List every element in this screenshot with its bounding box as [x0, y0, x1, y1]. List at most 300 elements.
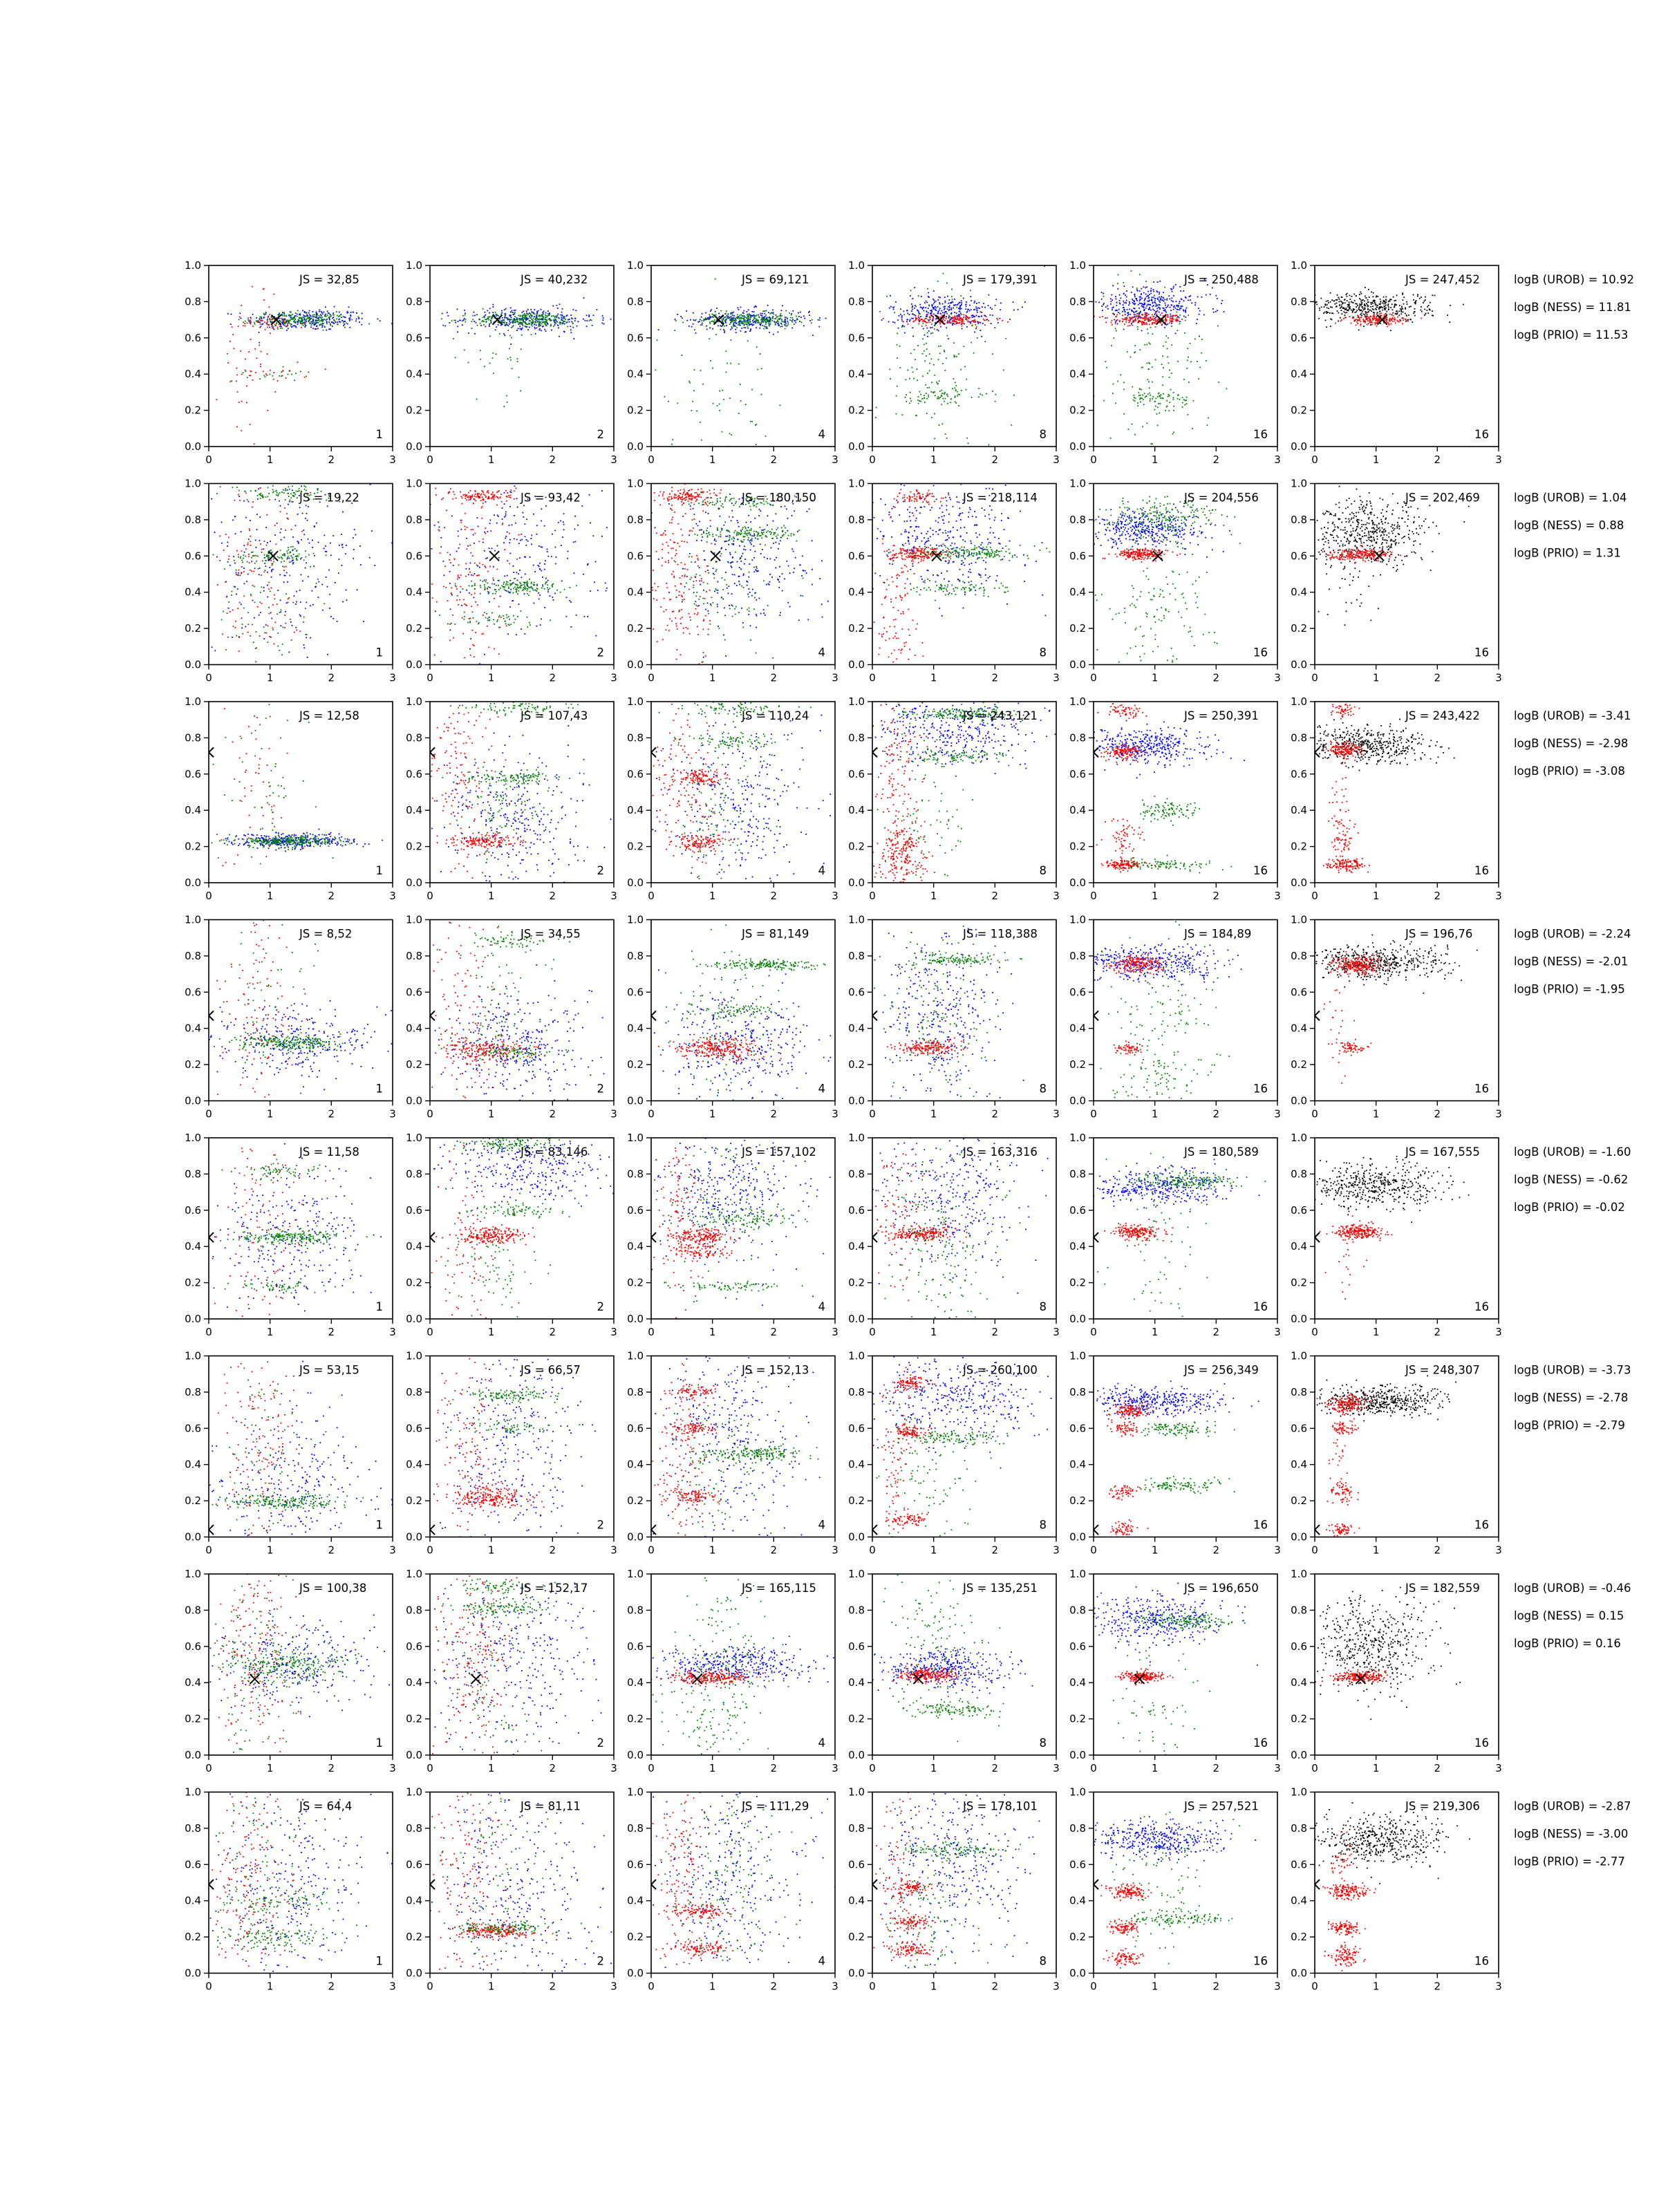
data-point: [955, 402, 957, 404]
data-point: [345, 317, 346, 318]
point-cluster-blue: [430, 485, 608, 664]
data-point: [498, 516, 499, 517]
data-point: [960, 295, 962, 297]
data-point: [744, 319, 746, 321]
data-point: [768, 317, 769, 319]
data-point: [313, 317, 315, 318]
data-point: [737, 314, 738, 315]
data-point: [764, 310, 765, 312]
data-point: [953, 378, 955, 379]
data-point: [1351, 310, 1352, 311]
data-point: [276, 543, 277, 545]
data-point: [1156, 308, 1158, 309]
y-tick-label: 0.8: [406, 295, 422, 308]
data-point: [225, 581, 226, 583]
data-point: [590, 523, 591, 524]
data-point: [289, 489, 290, 490]
data-point: [956, 312, 957, 314]
data-point: [1364, 304, 1365, 306]
data-point: [528, 323, 529, 324]
js-annotation: JS = 69,121: [741, 273, 809, 286]
data-point: [464, 318, 465, 319]
data-point: [1373, 309, 1374, 310]
data-point: [534, 324, 535, 326]
data-point: [978, 316, 980, 317]
data-point: [726, 319, 727, 320]
axes-frame: [651, 265, 835, 447]
data-point: [976, 315, 977, 317]
data-point: [268, 641, 269, 643]
data-point: [303, 560, 305, 561]
data-point: [1367, 309, 1369, 310]
data-point: [314, 314, 315, 315]
data-point: [509, 335, 511, 337]
data-point: [1447, 315, 1448, 316]
data-point: [294, 496, 295, 497]
data-point: [1177, 317, 1178, 319]
data-point: [310, 321, 312, 323]
data-point: [751, 389, 753, 391]
data-point: [769, 324, 770, 326]
data-point: [1126, 290, 1127, 292]
data-point: [512, 368, 513, 369]
data-point: [544, 569, 545, 570]
data-point: [946, 311, 947, 312]
data-point: [1434, 295, 1436, 297]
data-point: [1380, 304, 1381, 306]
data-point: [495, 312, 496, 313]
data-point: [537, 321, 538, 323]
data-point: [254, 601, 256, 603]
data-point: [1169, 377, 1170, 378]
data-point: [509, 319, 511, 321]
data-point: [1347, 296, 1348, 297]
data-point: [529, 315, 530, 317]
data-point: [750, 330, 751, 331]
data-point: [949, 305, 950, 306]
data-point: [955, 304, 957, 306]
data-point: [778, 332, 779, 333]
data-point: [924, 350, 925, 352]
data-point: [1185, 297, 1186, 298]
data-point: [450, 608, 451, 610]
data-point: [509, 491, 511, 493]
data-point: [476, 314, 478, 315]
data-point: [306, 563, 307, 564]
data-point: [1173, 295, 1174, 297]
data-point: [525, 536, 526, 537]
data-point: [992, 353, 993, 355]
data-point: [1134, 316, 1136, 317]
data-point: [268, 626, 269, 627]
data-point: [260, 324, 261, 325]
data-point: [1133, 395, 1134, 396]
data-point: [511, 312, 512, 313]
data-point: [1367, 314, 1368, 315]
data-point: [312, 320, 314, 321]
data-point: [1159, 297, 1160, 298]
data-point: [264, 632, 265, 633]
data-point: [343, 316, 344, 317]
x-tick-label: 1: [1152, 453, 1159, 466]
data-point: [962, 328, 963, 330]
data-point: [1132, 386, 1133, 388]
data-point: [959, 311, 960, 312]
data-point: [247, 561, 248, 563]
data-point: [305, 634, 306, 635]
data-point: [530, 322, 532, 324]
data-point: [1385, 309, 1386, 310]
data-point: [245, 359, 246, 360]
data-point: [320, 314, 321, 315]
data-point: [694, 329, 695, 330]
y-tick-label: 0.6: [848, 332, 865, 344]
data-point: [1125, 294, 1126, 296]
data-point: [933, 303, 935, 304]
data-point: [560, 315, 561, 316]
figure-row: [185, 478, 1627, 684]
data-point: [532, 312, 533, 314]
data-point: [312, 315, 314, 316]
data-point: [1353, 310, 1354, 311]
data-point: [312, 547, 313, 548]
data-point: [321, 311, 322, 312]
data-point: [294, 494, 296, 495]
data-point: [306, 376, 307, 377]
data-point: [910, 400, 912, 402]
data-point: [1145, 396, 1147, 397]
data-point: [510, 344, 512, 345]
data-point: [1154, 409, 1156, 411]
figure-row: [185, 259, 1634, 466]
data-point: [1157, 320, 1159, 321]
data-point: [248, 501, 250, 503]
data-point: [247, 544, 248, 545]
data-point: [345, 553, 346, 554]
data-point: [1155, 312, 1156, 314]
data-point: [316, 315, 317, 316]
data-point: [488, 593, 489, 594]
data-point: [740, 307, 742, 308]
data-point: [318, 542, 319, 543]
data-point: [739, 323, 740, 324]
data-point: [1385, 305, 1387, 306]
data-point: [300, 321, 301, 322]
data-point: [1327, 304, 1328, 306]
data-point: [482, 496, 483, 498]
data-point: [259, 378, 261, 379]
data-point: [1163, 298, 1164, 299]
data-point: [221, 619, 223, 621]
true-value-marker: [1378, 315, 1387, 325]
data-point: [213, 554, 214, 556]
data-point: [336, 311, 337, 312]
data-point: [303, 621, 304, 623]
data-point: [929, 370, 930, 371]
data-point: [564, 317, 565, 319]
data-point: [1150, 290, 1152, 292]
data-point: [498, 315, 499, 317]
data-point: [1148, 317, 1150, 319]
y-tick-label: 0.4: [1069, 368, 1086, 380]
data-point: [729, 318, 730, 319]
x-tick-label: 2: [992, 453, 999, 466]
data-point: [1103, 296, 1105, 297]
data-point: [1358, 320, 1360, 321]
data-point: [1163, 308, 1165, 309]
data-point: [476, 399, 478, 400]
data-point: [1449, 321, 1450, 323]
data-point: [938, 346, 939, 347]
data-point: [265, 329, 266, 330]
data-point: [558, 325, 559, 326]
data-point: [747, 340, 749, 341]
data-point: [1158, 393, 1159, 395]
data-point: [1395, 305, 1396, 306]
data-point: [1376, 295, 1377, 297]
data-point: [530, 538, 532, 539]
data-point: [1152, 382, 1153, 383]
data-point: [466, 495, 467, 496]
data-point: [1147, 379, 1148, 380]
data-point: [914, 349, 915, 350]
data-point: [524, 315, 525, 316]
data-point: [1159, 293, 1160, 294]
data-point: [944, 306, 945, 308]
data-point: [1138, 315, 1139, 317]
data-point: [942, 312, 944, 313]
data-point: [537, 565, 538, 566]
data-point: [1421, 318, 1422, 319]
data-point: [1360, 310, 1362, 311]
data-point: [303, 647, 305, 648]
data-point: [312, 604, 314, 606]
data-point: [309, 318, 310, 319]
data-point: [1155, 311, 1156, 312]
point-cluster-green: [231, 366, 306, 382]
data-point: [516, 319, 517, 320]
data-point: [1162, 397, 1163, 399]
data-point: [1324, 306, 1325, 308]
data-point: [602, 315, 603, 317]
data-point: [281, 528, 282, 529]
data-point: [518, 318, 519, 319]
data-point: [930, 313, 931, 315]
data-point: [971, 321, 973, 322]
data-point: [1371, 303, 1372, 305]
data-point: [927, 387, 928, 388]
data-point: [504, 503, 505, 505]
data-point: [496, 523, 498, 524]
data-point: [724, 326, 725, 327]
data-point: [976, 310, 977, 312]
data-point: [1137, 329, 1138, 330]
data-point: [288, 374, 289, 375]
data-point: [1400, 313, 1402, 315]
data-point: [527, 313, 529, 315]
data-point: [890, 295, 891, 297]
data-point: [995, 394, 996, 395]
data-point: [768, 319, 769, 321]
data-point: [247, 499, 248, 500]
data-point: [1112, 309, 1113, 310]
data-point: [294, 492, 295, 494]
data-point: [348, 312, 349, 314]
data-point: [1174, 308, 1176, 309]
data-point: [346, 590, 347, 591]
data-point: [309, 543, 310, 544]
data-point: [1387, 305, 1389, 306]
data-point: [776, 317, 778, 318]
data-point: [961, 321, 962, 323]
data-point: [301, 486, 302, 487]
data-point: [942, 363, 944, 364]
data-point: [1385, 313, 1387, 315]
data-point: [1115, 321, 1116, 323]
data-point: [211, 498, 212, 500]
data-point: [1179, 301, 1181, 302]
data-point: [1196, 323, 1197, 324]
data-point: [682, 317, 683, 319]
data-point: [272, 604, 274, 606]
data-point: [1168, 305, 1169, 306]
data-point: [1144, 317, 1145, 319]
data-point: [468, 362, 469, 364]
data-point: [782, 305, 783, 306]
data-point: [304, 489, 306, 490]
data-point: [265, 496, 267, 498]
data-point: [1103, 304, 1104, 306]
data-point: [296, 550, 297, 552]
data-point: [724, 332, 725, 333]
data-point: [1138, 308, 1140, 309]
data-point: [927, 288, 928, 290]
data-point: [227, 545, 228, 547]
data-point: [912, 307, 913, 308]
data-point: [1369, 319, 1371, 320]
data-point: [777, 319, 778, 321]
data-point: [289, 501, 290, 503]
data-point: [504, 317, 505, 318]
data-point: [969, 305, 971, 306]
data-point: [928, 308, 929, 309]
data-point: [543, 319, 545, 320]
data-point: [511, 317, 512, 318]
data-point: [1136, 300, 1138, 301]
data-point: [1369, 322, 1371, 324]
data-point: [286, 559, 288, 560]
data-point: [686, 310, 687, 312]
data-point: [1150, 310, 1152, 311]
data-point: [769, 326, 770, 327]
data-point: [749, 324, 751, 325]
data-point: [259, 540, 261, 541]
data-point: [1390, 307, 1391, 308]
data-point: [344, 321, 345, 322]
data-point: [1112, 299, 1113, 301]
data-point: [1337, 310, 1338, 312]
data-point: [238, 650, 240, 652]
data-point: [536, 534, 538, 535]
data-point: [238, 496, 240, 497]
data-point: [282, 566, 283, 568]
data-point: [356, 319, 357, 320]
data-point: [939, 380, 940, 382]
data-point: [561, 319, 562, 320]
data-point: [1123, 293, 1125, 294]
data-point: [1397, 312, 1398, 314]
data-point: [890, 306, 892, 308]
data-point: [1105, 322, 1107, 324]
data-point: [951, 296, 953, 297]
data-point: [286, 320, 288, 321]
data-point: [975, 324, 976, 326]
data-point: [944, 308, 946, 309]
data-point: [1107, 317, 1108, 319]
data-point: [502, 319, 503, 321]
data-point: [284, 325, 285, 326]
axes-frame: [1315, 265, 1499, 447]
data-point: [922, 323, 924, 324]
data-point: [271, 570, 272, 571]
data-point: [297, 514, 299, 515]
data-point: [254, 348, 256, 350]
x-tick-label: 2: [1434, 453, 1441, 466]
data-point: [510, 315, 512, 316]
data-point: [1159, 312, 1160, 313]
data-point: [243, 325, 244, 326]
data-point: [489, 326, 490, 327]
data-point: [250, 520, 251, 521]
data-point: [316, 317, 317, 319]
data-point: [1145, 287, 1146, 288]
data-point: [1199, 314, 1200, 315]
scatter-points: [1094, 270, 1228, 444]
data-point: [709, 314, 710, 315]
data-point: [785, 328, 786, 330]
data-point: [909, 378, 910, 379]
data-point: [1140, 395, 1141, 396]
data-point: [1177, 316, 1179, 317]
data-point: [292, 326, 294, 327]
data-point: [722, 321, 724, 323]
data-point: [949, 307, 950, 308]
data-point: [485, 558, 487, 559]
data-point: [536, 317, 538, 319]
data-point: [292, 550, 294, 551]
data-point: [722, 431, 723, 433]
data-point: [241, 401, 243, 402]
data-point: [546, 315, 547, 317]
data-point: [1136, 313, 1138, 315]
data-point: [1392, 321, 1394, 322]
data-point: [1192, 428, 1193, 429]
data-point: [319, 311, 320, 312]
data-point: [319, 309, 321, 310]
data-point: [1326, 326, 1327, 328]
data-point: [470, 563, 471, 564]
data-point: [991, 308, 993, 310]
data-point: [1152, 443, 1153, 444]
data-point: [1357, 315, 1358, 317]
data-point: [482, 492, 484, 494]
data-point: [259, 574, 260, 576]
data-point: [347, 324, 348, 325]
data-point: [300, 559, 301, 560]
data-point: [228, 608, 229, 609]
data-point: [1400, 320, 1401, 321]
data-point: [982, 395, 983, 396]
